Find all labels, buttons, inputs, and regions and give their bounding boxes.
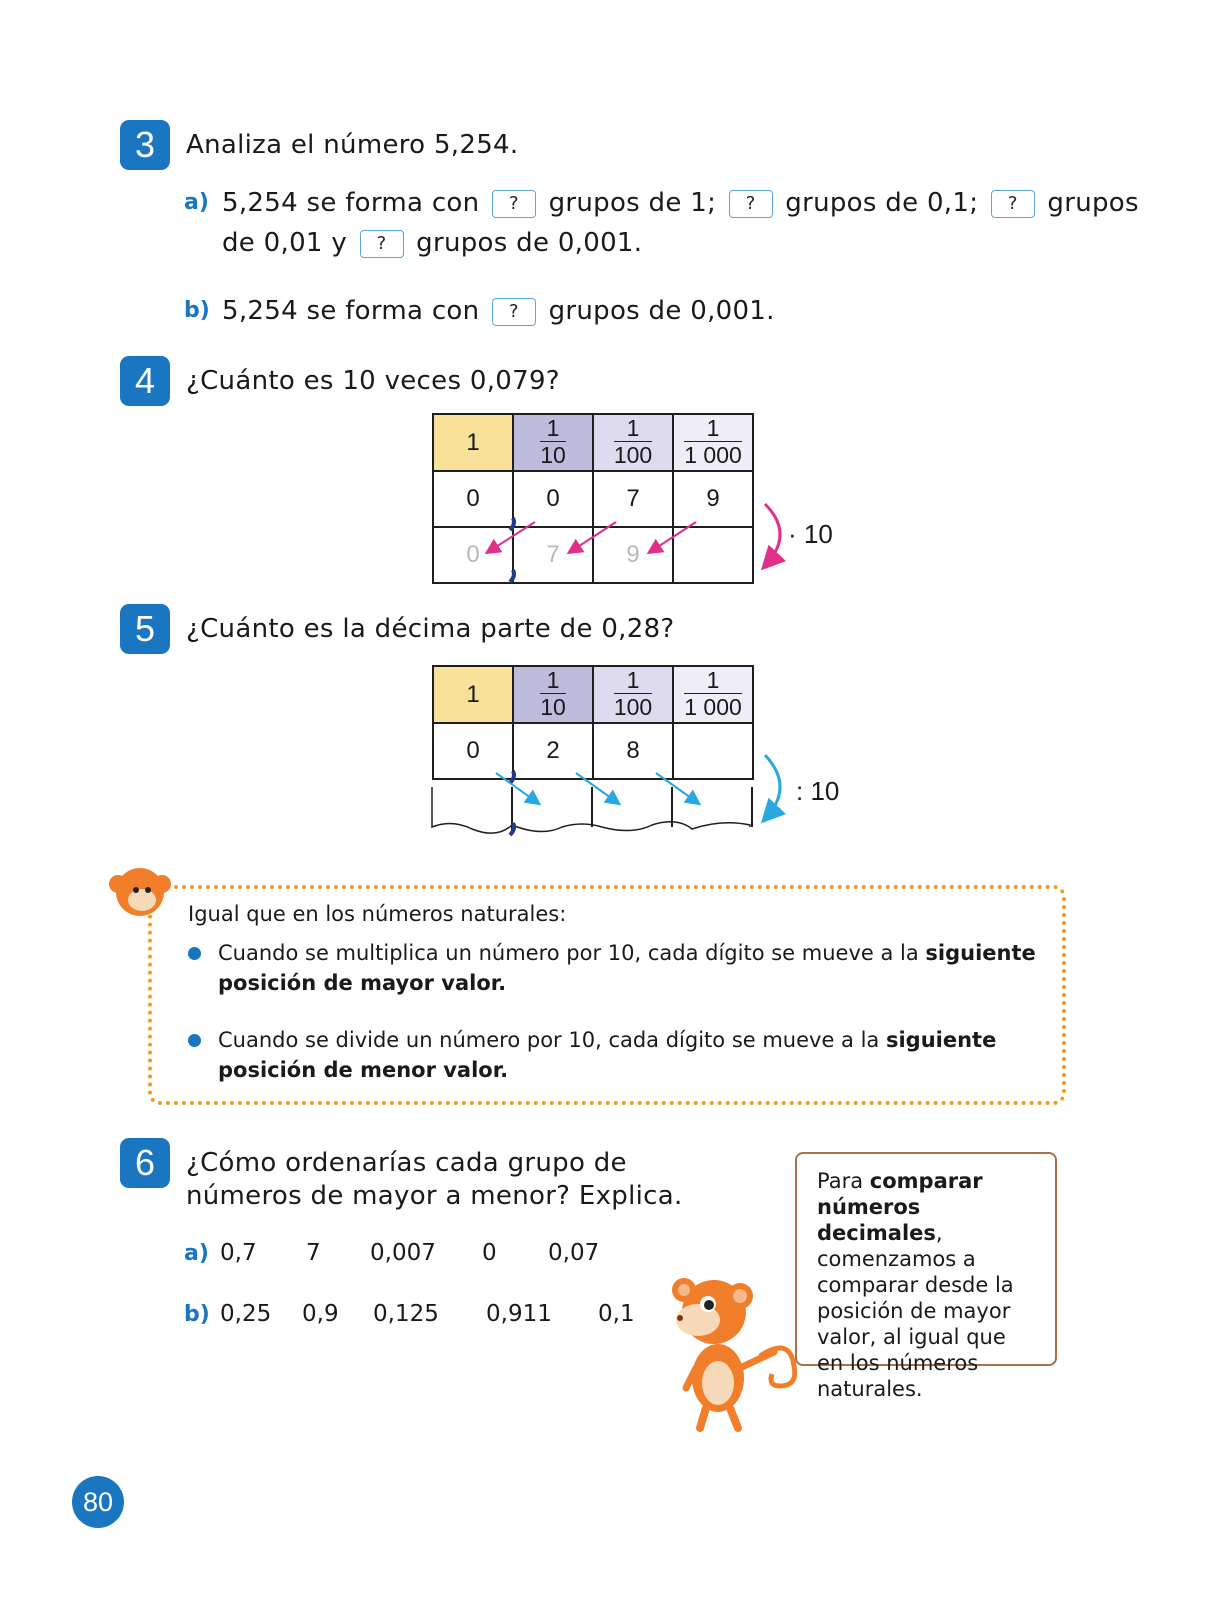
q3-a-line1: [222, 188, 1139, 218]
q3-b-line: [222, 296, 775, 326]
decimal-comma: [510, 823, 514, 835]
bullet-dot-icon: [188, 947, 201, 960]
q4-operation-label: · 10: [788, 519, 833, 549]
result-digit-cell: 7: [513, 527, 593, 583]
question-4-title: ¿Cuánto es 10 veces 0,079?: [186, 366, 560, 396]
header-tenths: $\frac{1}{10}$: [513, 414, 593, 471]
question-5-badge: 5: [120, 604, 170, 654]
result-digit-cell: 0: [433, 527, 513, 583]
header-hundredths: $\frac{1}{100}$: [593, 414, 673, 471]
value: 0,7: [220, 1240, 257, 1266]
info-title: Igual que en los números naturales:: [188, 902, 567, 926]
digit-cell: 0: [433, 723, 513, 779]
answer-box[interactable]: ?: [360, 230, 404, 258]
question-6-title-line2: números de mayor a menor? Explica.: [186, 1181, 683, 1211]
digit-cell: 7: [593, 471, 673, 527]
q3-b-text-2: grupos de 0,001.: [548, 296, 775, 326]
q3-a-text-6: grupos de 0,001.: [416, 228, 643, 258]
value: 0,125: [373, 1301, 439, 1327]
header-thousandths: $\frac{1}{1 000}$: [673, 414, 753, 471]
question-6-badge: 6: [120, 1138, 170, 1188]
digit-cell: 2: [513, 723, 593, 779]
divide-curve-arrow: [765, 755, 780, 819]
q3-b-text-1: 5,254 se forma con: [222, 296, 480, 326]
q5-operation-label: : 10: [796, 776, 840, 806]
shift-arrow: [576, 773, 618, 803]
answer-box[interactable]: ?: [991, 190, 1035, 218]
tip-speech-bubble: Para comparar números decimales, comenzamos a comparar desde la posición de mayor valor, al igual que en los números naturales.: [795, 1152, 1057, 1366]
value: 0,911: [486, 1301, 552, 1327]
q5-arrows-overlay: [420, 735, 840, 855]
header-hundredths: $\frac{1}{100}$: [593, 666, 673, 723]
digit-cell: 0: [513, 471, 593, 527]
q3-a-letter: a): [184, 190, 209, 215]
q3-a-text-4: grupos: [1047, 188, 1139, 218]
q6-b-letter: b): [184, 1302, 210, 1327]
shift-arrow: [656, 773, 698, 803]
decimal-comma: [510, 518, 514, 530]
multiply-curve-arrow: [765, 504, 780, 566]
digit-cell: 8: [593, 723, 673, 779]
header-tenths: $\frac{1}{10}$: [513, 666, 593, 723]
shift-arrow: [650, 522, 696, 552]
header-thousandths: $\frac{1}{1 000}$: [673, 666, 753, 723]
result-digit-cell: 9: [593, 527, 673, 583]
shift-arrow: [570, 522, 616, 552]
q3-a-line2: [222, 228, 642, 258]
page-number: 80: [72, 1476, 124, 1528]
q3-a-text-5: de 0,01 y: [222, 228, 348, 258]
header-units: 1: [433, 414, 513, 471]
answer-box[interactable]: ?: [729, 190, 773, 218]
question-5-title: ¿Cuánto es la décima parte de 0,28?: [186, 614, 675, 644]
value: 0: [482, 1240, 497, 1266]
info-bullet-multiply: Cuando se multiplica un número por 10, cada dígito se mueve a la siguiente posición de mayor valor.: [188, 938, 1038, 998]
value: 0,07: [548, 1240, 600, 1266]
digit-cell: 9: [673, 471, 753, 527]
decimal-comma: [510, 771, 514, 783]
q6-a-letter: a): [184, 1241, 209, 1266]
mascot-head-icon: [108, 862, 172, 922]
bullet-dot-icon: [188, 1034, 201, 1047]
question-6-title-line1: ¿Cómo ordenarías cada grupo de: [186, 1148, 627, 1178]
value: 7: [306, 1240, 321, 1266]
q3-a-text-2: grupos de 1;: [548, 188, 717, 218]
question-3-badge: 3: [120, 120, 170, 170]
value: 0,1: [598, 1301, 635, 1327]
decimal-comma: [510, 570, 514, 582]
answer-box[interactable]: ?: [492, 190, 536, 218]
question-3-title: Analiza el número 5,254.: [186, 130, 519, 160]
q3-a-text-3: grupos de 0,1;: [785, 188, 979, 218]
q3-b-letter: b): [184, 298, 210, 323]
value: 0,007: [370, 1240, 436, 1266]
header-units: 1: [433, 666, 513, 723]
mascot-monkey-icon: [664, 1268, 804, 1438]
info-bullet-divide: Cuando se divide un número por 10, cada dígito se mueve a la siguiente posición de menor valor.: [188, 1025, 1038, 1085]
question-4-badge: 4: [120, 356, 170, 406]
value: 0,25: [220, 1301, 272, 1327]
value: 0,9: [302, 1301, 339, 1327]
answer-box[interactable]: ?: [492, 298, 536, 326]
shift-arrow: [496, 773, 538, 803]
q3-a-text-1: 5,254 se forma con: [222, 188, 480, 218]
digit-cell: 0: [433, 471, 513, 527]
